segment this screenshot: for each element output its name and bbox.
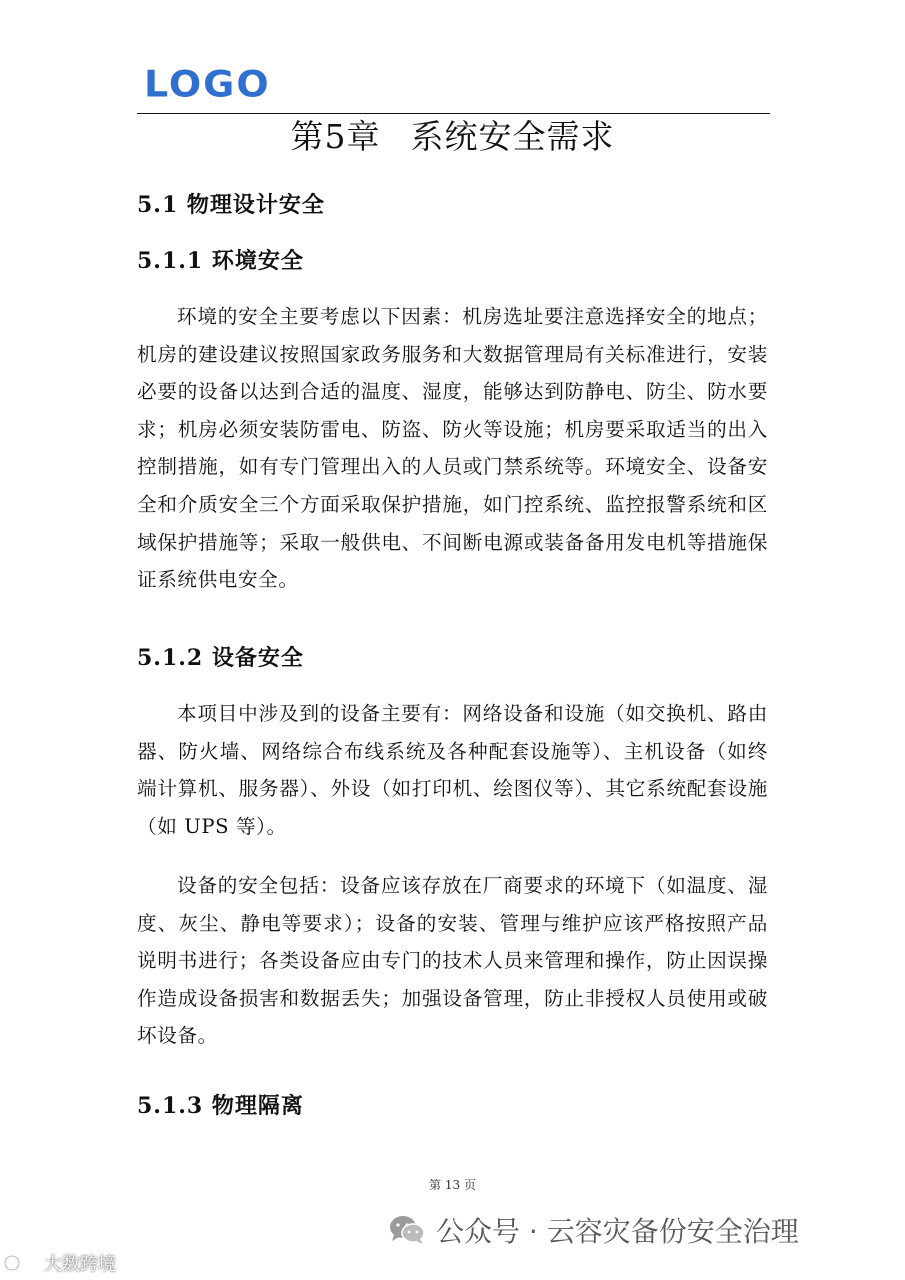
paragraph-device-security: 设备的安全包括：设备应该存放在厂商要求的环境下（如温度、湿度、灰尘、静电等要求）；设备的安装、管理与维护应该严格按照产品说明书进行；各类设备应由专门的技术人员来管理和操作，防止因误操作造成设备损害和数据丢失；加强设备管理，防止非授权人员使用或破坏设备。 — [137, 874, 768, 1048]
section-heading-5-1-1: 5.1.1 环境安全 — [137, 248, 304, 274]
section-heading-5-1-3: 5.1.3 物理隔离 — [137, 1093, 304, 1119]
chapter-name: 系统安全需求 — [410, 117, 615, 156]
page-number: 第 13 页 — [429, 1178, 476, 1192]
brand-icon — [4, 1253, 38, 1273]
paragraph-device-list: 本项目中涉及到的设备主要有：网络设备和设施（如交换机、路由器、防火墙、网络综合布线系统及各种配套设施等）、主机设备（如终端计算机、服务器）、外设（如打印机、绘图仪等）、其它系统配套设施（如 UPS 等）。 — [137, 702, 768, 838]
logo: LOGO — [144, 63, 271, 105]
wechat-icon — [388, 1214, 426, 1246]
watermark — [388, 1210, 799, 1250]
section-heading-5-1: 5.1 物理设计安全 — [137, 192, 325, 218]
corner-watermark-text: 大数跨境 — [44, 1254, 116, 1275]
corner-watermark — [4, 1250, 116, 1276]
watermark-text: 公众号 · 云容灾备份安全治理 — [436, 1215, 799, 1248]
chapter-number: 第5章 — [290, 117, 381, 156]
section-heading-5-1-2: 5.1.2 设备安全 — [137, 645, 304, 671]
chapter-title — [0, 112, 905, 162]
paragraph-environment-security: 环境的安全主要考虑以下因素：机房选址要注意选择安全的地点；机房的建设建议按照国家政务服务和大数据管理局有关标准进行，安装必要的设备以达到合适的温度、湿度，能够达到防静电、防尘、防水要求；机房必须安装防雷电、防盗、防火等设施；机房要采取适当的出入控制措施，如有专门管理出入的人员或门禁系统等。环境安全、设备安全和介质安全三个方面采取保护措施，如门控系统、监控报警系统和区域保护措施等；采取一般供电、不间断电源或装备备用发电机等措施保证系统供电安全。 — [137, 305, 768, 592]
